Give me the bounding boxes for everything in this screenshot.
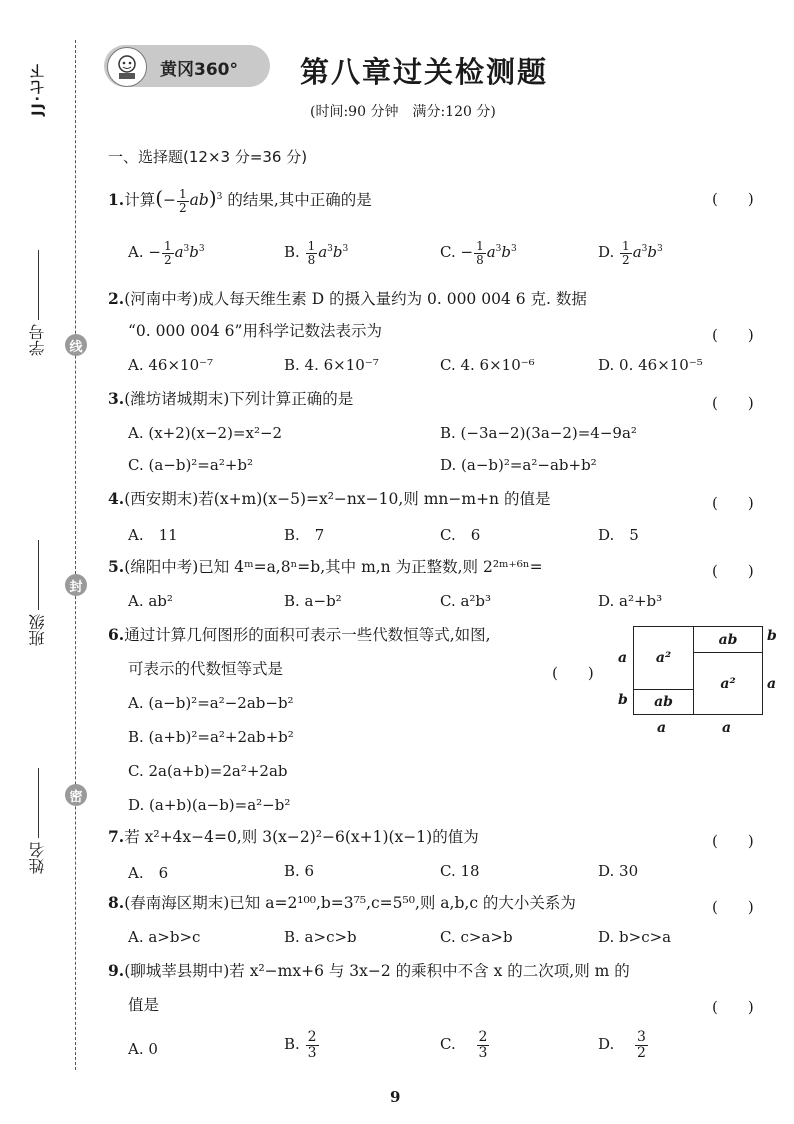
q7-option-d[interactable]: D. 30 — [598, 862, 639, 880]
q6-option-d[interactable]: D. (a+b)(a−b)=a²−b² — [128, 796, 291, 814]
q9-option-c[interactable]: C. $\frac{2}{3}$ — [440, 1029, 488, 1061]
q8-option-b[interactable]: B. a>c>b — [284, 928, 357, 946]
q6-option-a[interactable]: A. (a−b)²=a²−2ab−b² — [128, 694, 294, 712]
edition-label: JJ·七下 — [30, 62, 46, 116]
q8-option-c[interactable]: C. c>a>b — [440, 928, 513, 946]
q9-option-b[interactable]: B. $\frac{2}{3}$ — [284, 1029, 317, 1061]
figure-label: b — [767, 628, 777, 644]
question-9: 9.(聊城莘县期中)若 x²−mx+6 与 3x−2 的乘积中不含 x 的二次项,则 m 的 — [108, 961, 630, 980]
q1-option-b[interactable]: B. $\frac{1}{8}$ $a^3b^3$ — [284, 239, 349, 267]
question-3: 3.(潍坊诸城期末)下列计算正确的是 — [108, 389, 354, 408]
q9-option-a[interactable]: A. 0 — [128, 1040, 158, 1058]
q4-option-d[interactable]: D. 5 — [598, 526, 639, 544]
q4-option-b[interactable]: B. 7 — [284, 526, 325, 544]
name-label: 姓名 — [28, 842, 47, 874]
figure-cell-a2-right: a² — [693, 652, 763, 715]
question-6-line2: 可表示的代数恒等式是 — [128, 660, 284, 678]
q3-option-c[interactable]: C. (a−b)²=a²+b² — [128, 456, 254, 474]
brand-logo — [104, 45, 270, 87]
q8-option-a[interactable]: A. a>b>c — [128, 928, 201, 946]
q9-option-d[interactable]: D. $\frac{3}{2}$ — [598, 1029, 646, 1061]
seal-line-icon: 线 — [65, 334, 87, 356]
answer-paren-9[interactable]: ( ) — [712, 998, 754, 1016]
answer-paren-8[interactable]: ( ) — [712, 898, 754, 916]
seal-seal-icon: 封 — [65, 574, 87, 596]
question-9-line2: 值是 — [128, 996, 160, 1014]
q6-option-c[interactable]: C. 2a(a+b)=2a²+2ab — [128, 762, 288, 780]
figure-label: a — [657, 720, 667, 736]
answer-paren-7[interactable]: ( ) — [712, 832, 754, 850]
q3-option-a[interactable]: A. (x+2)(x−2)=x²−2 — [128, 424, 283, 442]
q5-option-a[interactable]: A. ab² — [128, 592, 173, 610]
q1-option-c[interactable]: C. − $\frac{1}{8}$ $a^3b^3$ — [440, 239, 517, 267]
class-label: 班级 — [28, 614, 47, 646]
question-4: 4.(西安期末)若(x+m)(x−5)=x²−nx−10,则 mn−m+n 的值是 — [108, 489, 551, 508]
q7-option-b[interactable]: B. 6 — [284, 862, 315, 880]
seal-close-icon: 密 — [65, 784, 87, 806]
question-5: 5.(绵阳中考)已知 4ᵐ=a,8ⁿ=b,其中 m,n 为正整数,则 2²ᵐ⁺⁶ⁿ= — [108, 557, 543, 576]
answer-paren-1[interactable]: ( ) — [712, 190, 754, 208]
mascot-icon — [107, 47, 147, 87]
answer-paren-2[interactable]: ( ) — [712, 326, 754, 344]
figure-cell-ab-top: ab — [693, 626, 763, 653]
q7-option-a[interactable]: A. 6 — [128, 864, 169, 882]
q1-option-d[interactable]: D. $\frac{1}{2}$ $a^3b^3$ — [598, 239, 663, 267]
binding-dashed-line — [75, 40, 76, 1070]
answer-paren-6[interactable]: ( ) — [552, 664, 594, 682]
question-2-line2: “0. 000 004 6”用科学记数法表示为 — [128, 322, 382, 340]
name-field[interactable] — [26, 768, 49, 874]
q2-option-a[interactable]: A. 46×10⁻⁷ — [128, 356, 214, 374]
figure-label: a — [618, 650, 628, 666]
q7-option-c[interactable]: C. 18 — [440, 862, 480, 880]
q5-option-c[interactable]: C. a²b³ — [440, 592, 492, 610]
answer-paren-3[interactable]: ( ) — [712, 394, 754, 412]
q1-option-a[interactable]: A. − $\frac{1}{2}$ $a^3b^3$ — [128, 239, 205, 267]
q2-option-c[interactable]: C. 4. 6×10⁻⁶ — [440, 356, 535, 374]
q6-option-b[interactable]: B. (a+b)²=a²+2ab+b² — [128, 728, 294, 746]
figure-label: b — [618, 692, 628, 708]
q2-option-b[interactable]: B. 4. 6×10⁻⁷ — [284, 356, 379, 374]
logo-text: 黄冈360° — [160, 60, 238, 80]
question-1: 1.计算(− $\frac{1}{2}$ ab)$^3$ 的结果,其中正确的是 — [108, 186, 372, 215]
q4-option-c[interactable]: C. 6 — [440, 526, 481, 544]
class-field[interactable] — [26, 540, 49, 646]
q3-option-b[interactable]: B. (−3a−2)(3a−2)=4−9a² — [440, 424, 637, 442]
q4-option-a[interactable]: A. 11 — [128, 526, 178, 544]
q5-option-b[interactable]: B. a−b² — [284, 592, 342, 610]
question-6: 6.通过计算几何图形的面积可表示一些代数恒等式,如图, — [108, 625, 491, 644]
page-subtitle: (时间:90 分钟 满分:120 分) — [310, 104, 496, 120]
question-7: 7.若 x²+4x−4=0,则 3(x−2)²−6(x+1)(x−1)的值为 — [108, 827, 479, 846]
question-2: 2.(河南中考)成人每天维生素 D 的摄入量约为 0. 000 004 6 克. 数据 — [108, 289, 587, 308]
figure-cell-ab-bottom: ab — [633, 689, 694, 715]
q3-option-d[interactable]: D. (a−b)²=a²−ab+b² — [440, 456, 597, 474]
question-8: 8.(春南海区期末)已知 a=2¹⁰⁰,b=3⁷⁵,c=5⁵⁰,则 a,b,c 的大小关系为 — [108, 893, 576, 912]
area-figure — [612, 622, 794, 752]
answer-paren-4[interactable]: ( ) — [712, 494, 754, 512]
page-title: 第八章过关检测题 — [300, 55, 549, 89]
page-number: 9 — [390, 1088, 401, 1106]
figure-cell-a2-left: a² — [633, 626, 694, 690]
q8-option-d[interactable]: D. b>c>a — [598, 928, 672, 946]
section-heading: 一、选择题(12×3 分=36 分) — [108, 148, 308, 166]
q2-option-d[interactable]: D. 0. 46×10⁻⁵ — [598, 356, 703, 374]
figure-label: a — [722, 720, 732, 736]
student-id-field[interactable] — [26, 250, 49, 356]
answer-paren-5[interactable]: ( ) — [712, 562, 754, 580]
student-id-label: 学号 — [28, 324, 47, 356]
figure-label: a — [767, 676, 777, 692]
q5-option-d[interactable]: D. a²+b³ — [598, 592, 663, 610]
